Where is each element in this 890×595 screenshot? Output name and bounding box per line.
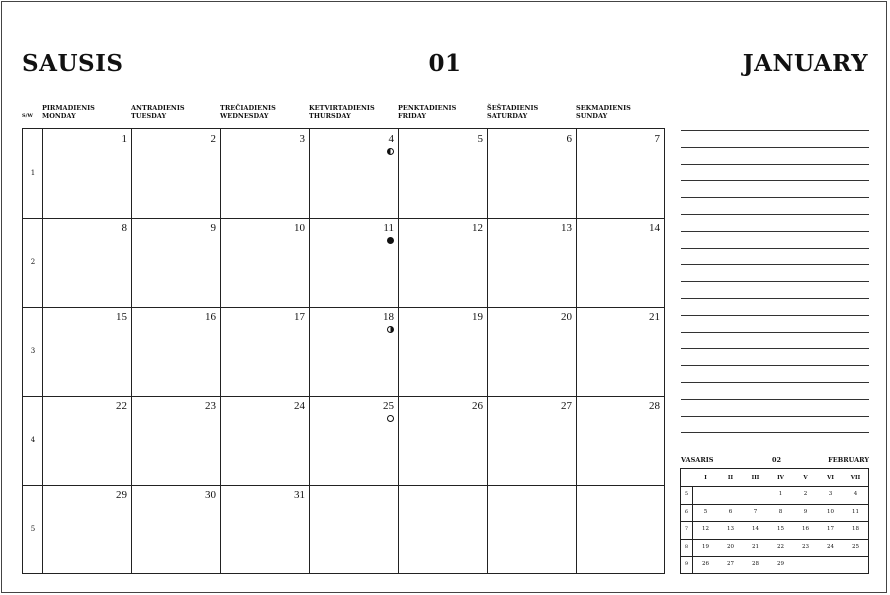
mini-day-number: 21	[752, 543, 759, 550]
day-number: 12	[472, 222, 483, 234]
week-number: 5	[30, 525, 36, 533]
day-number: 4	[388, 133, 394, 145]
mini-row-line	[681, 556, 868, 557]
grid-column-line	[398, 129, 399, 573]
mini-week-number: 7	[684, 526, 689, 532]
month-title-lt: SAUSIS	[22, 50, 124, 77]
day-number: 29	[116, 489, 127, 501]
mini-day-number: 27	[727, 561, 734, 567]
weekday-name-en: SATURDAY	[487, 112, 528, 120]
mini-row-line	[681, 504, 868, 505]
mini-day-number: 5	[703, 508, 708, 515]
weekday-name-lt: PIRMADIENIS	[42, 104, 95, 112]
mini-day-number: 7	[753, 508, 758, 515]
mini-weekday-header: II	[727, 475, 734, 481]
weekday-name-lt: ŠEŠTADIENIS	[487, 104, 539, 112]
day-number: 16	[205, 311, 216, 323]
mini-day-number: 1	[778, 491, 783, 497]
mini-day-number: 15	[777, 526, 784, 532]
weekday-header	[220, 104, 276, 120]
mini-day-number: 29	[777, 561, 784, 567]
day-number: 31	[294, 489, 305, 501]
mini-week-number: 9	[684, 561, 689, 567]
full-moon-icon	[387, 415, 394, 422]
month-grid	[22, 128, 665, 574]
mini-day-number: 2	[803, 491, 808, 497]
weekday-name-en: MONDAY	[42, 112, 76, 120]
day-number: 21	[649, 311, 660, 323]
mini-day-number: 8	[778, 508, 783, 515]
day-number: 19	[472, 311, 483, 323]
weekday-name-en: SUNDAY	[576, 112, 608, 120]
day-number: 7	[654, 133, 660, 145]
note-line	[681, 348, 869, 349]
weekday-name-en: WEDNESDAY	[220, 112, 269, 120]
day-number: 14	[649, 222, 660, 234]
week-number: 1	[30, 169, 36, 177]
note-line	[681, 197, 869, 198]
weekday-name-lt: ANTRADIENIS	[131, 104, 185, 112]
note-line	[681, 382, 869, 383]
grid-column-line	[131, 129, 132, 573]
week-number: 3	[30, 347, 36, 355]
day-number: 23	[205, 400, 216, 412]
mini-day-number: 11	[852, 508, 859, 515]
mini-day-number: 24	[827, 543, 834, 550]
day-number: 30	[205, 489, 216, 501]
day-number: 11	[383, 222, 394, 234]
note-line	[681, 332, 869, 333]
mini-day-number: 17	[827, 526, 834, 532]
mini-day-number: 3	[828, 491, 833, 497]
week-number: 2	[30, 258, 36, 266]
mini-weekday-header: VII	[850, 475, 861, 481]
weekday-header	[576, 104, 631, 120]
weekday-header	[131, 104, 185, 120]
day-number: 20	[561, 311, 572, 323]
day-number: 24	[294, 400, 305, 412]
day-number: 2	[210, 133, 216, 145]
grid-column-line	[220, 129, 221, 573]
weekday-name-en: TUESDAY	[131, 112, 167, 120]
first-quarter-icon	[387, 326, 394, 333]
day-number: 18	[383, 311, 394, 323]
day-number: 3	[299, 133, 305, 145]
note-line	[681, 180, 869, 181]
day-number: 27	[561, 400, 572, 412]
mini-weekday-header: I	[704, 475, 707, 481]
weekday-name-lt: KETVIRTADIENIS	[309, 104, 375, 112]
day-number: 17	[294, 311, 305, 323]
day-number: 22	[116, 400, 127, 412]
day-number: 26	[472, 400, 483, 412]
mini-day-number: 26	[702, 561, 709, 567]
mini-month-en: FEBRUARY	[828, 456, 869, 464]
day-number: 8	[121, 222, 127, 234]
mini-row-line	[681, 539, 868, 540]
note-line	[681, 231, 869, 232]
mini-weekday-header: IV	[777, 475, 784, 481]
weekday-name-en: FRIDAY	[398, 112, 427, 120]
mini-day-number: 13	[727, 526, 734, 532]
mini-day-number: 22	[777, 543, 784, 550]
weekday-name-lt: PENKTADIENIS	[398, 104, 457, 112]
day-number: 15	[116, 311, 127, 323]
mini-day-number: 23	[802, 543, 809, 550]
note-line	[681, 130, 869, 131]
mini-day-number: 12	[702, 526, 709, 532]
weekday-name-lt: TREČIADIENIS	[220, 104, 276, 112]
day-number: 25	[383, 400, 394, 412]
note-line	[681, 416, 869, 417]
day-number: 13	[561, 222, 572, 234]
mini-weekday-header: V	[803, 475, 808, 481]
mini-calendar	[680, 468, 869, 574]
month-number: 01	[428, 50, 462, 77]
day-number: 9	[210, 222, 216, 234]
grid-row-line	[23, 307, 664, 308]
weekday-header	[398, 104, 456, 120]
mini-day-number: 18	[852, 526, 859, 532]
note-line	[681, 432, 869, 433]
mini-week-number: 6	[684, 508, 689, 515]
mini-row-line	[681, 521, 868, 522]
grid-row-line	[23, 485, 664, 486]
mini-day-number: 16	[802, 526, 809, 532]
day-number: 5	[477, 133, 483, 145]
day-number: 1	[121, 133, 127, 145]
note-line	[681, 298, 869, 299]
grid-row-line	[23, 396, 664, 397]
note-line	[681, 365, 869, 366]
grid-column-line	[576, 129, 577, 573]
day-number: 6	[566, 133, 572, 145]
grid-row-line	[23, 218, 664, 219]
note-line	[681, 315, 869, 316]
mini-weekday-header: VI	[827, 475, 834, 481]
weekday-name-lt: SEKMADIENIS	[576, 104, 631, 112]
mini-day-number: 6	[728, 508, 733, 515]
note-line	[681, 164, 869, 165]
mini-month-number: 02	[772, 456, 782, 464]
grid-column-line	[487, 129, 488, 573]
day-number: 28	[649, 400, 660, 412]
mini-week-number: 8	[684, 543, 689, 550]
note-line	[681, 264, 869, 265]
mini-weekday-header: III	[751, 475, 760, 481]
mini-day-number: 28	[752, 561, 759, 567]
last-quarter-icon	[387, 148, 394, 155]
mini-day-number: 20	[727, 543, 734, 550]
mini-week-number: 5	[684, 491, 689, 497]
mini-row-line	[681, 486, 868, 487]
note-line	[681, 248, 869, 249]
weekday-name-en: THURSDAY	[309, 112, 351, 120]
week-number-label: S/W	[22, 113, 34, 119]
mini-day-number: 19	[702, 543, 709, 550]
note-line	[681, 281, 869, 282]
new-moon-icon	[387, 237, 394, 244]
mini-day-number: 14	[752, 526, 759, 532]
grid-column-line	[309, 129, 310, 573]
mini-day-number: 4	[853, 491, 858, 497]
week-number: 4	[30, 436, 36, 444]
mini-month-lt: VASARIS	[681, 456, 714, 464]
month-title-en: JANUARY	[742, 50, 868, 77]
weekday-header	[309, 104, 375, 120]
mini-day-number: 25	[852, 543, 859, 550]
note-line	[681, 147, 869, 148]
weekday-header	[487, 104, 538, 120]
day-number: 10	[294, 222, 305, 234]
note-line	[681, 214, 869, 215]
note-line	[681, 399, 869, 400]
mini-day-number: 10	[827, 508, 834, 515]
mini-day-number: 9	[803, 508, 808, 515]
weekday-header	[42, 104, 95, 120]
